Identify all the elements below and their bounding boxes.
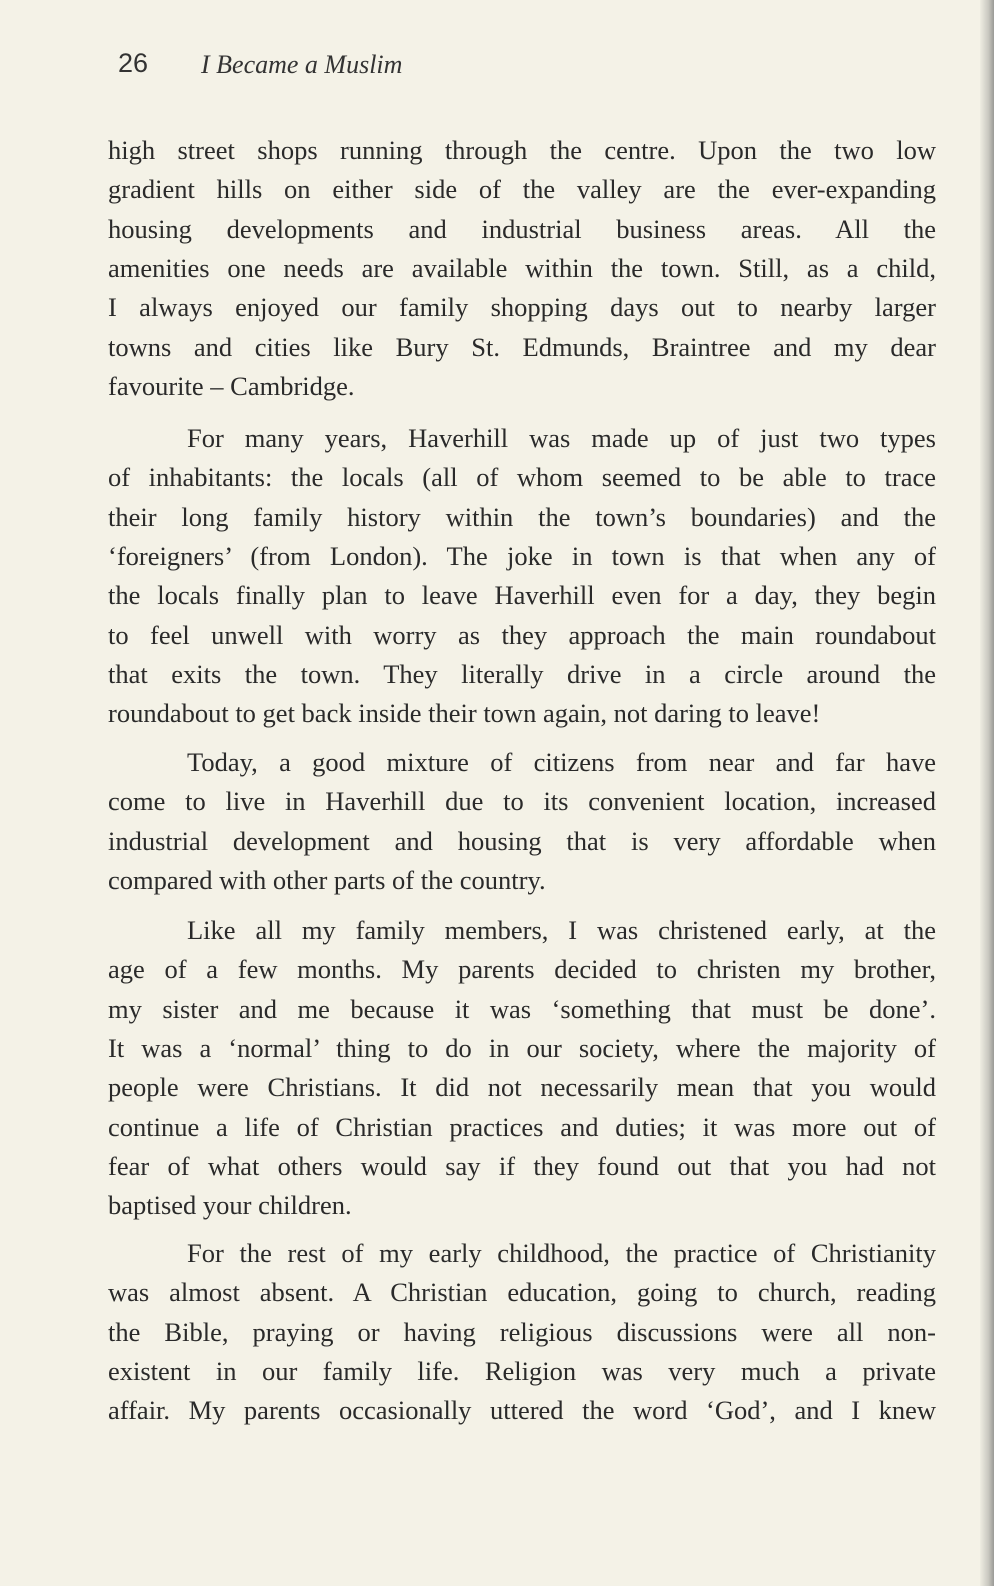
text-line: the Bible, praying or having religious discussions were all non- [108,1316,936,1347]
text-line: affair. My parents occasionally uttered the word ‘God’, and I knew [108,1395,936,1426]
text-line: towns and cities like Bury St. Edmunds, Braintree and my dear [108,331,936,362]
text-line: existent in our family life. Religion was very much a private [108,1355,936,1386]
text-line: my sister and me because it was ‘something that must be done’. [108,993,936,1024]
text-line: It was a ‘normal’ thing to do in our society, where the majority of [108,1032,936,1063]
text-line: housing developments and industrial business areas. All the [108,213,936,244]
text-line: was almost absent. A Christian education, going to church, reading [108,1277,936,1308]
text-line: I always enjoyed our family shopping days out to nearby larger [108,292,936,323]
text-line: gradient hills on either side of the valley are the ever-expanding [108,174,936,205]
text-line: their long family history within the town’s boundaries) and the [108,501,936,532]
text-line: compared with other parts of the country. [108,864,546,895]
text-line: Like all my family members, I was christened early, at the [187,915,936,945]
text-line: roundabout to get back inside their town again, not daring to leave! [108,698,821,729]
text-line: favourite – Cambridge. [108,370,355,401]
text-line: industrial development and housing that is very affordable when [108,825,936,856]
text-line: ‘foreigners’ (from London). The joke in town is that when any of [108,540,936,571]
text-line: continue a life of Christian practices and duties; it was more out of [108,1111,936,1142]
page-edge-shadow [980,0,994,1586]
text-line: that exits the town. They literally drive in a circle around the [108,658,936,689]
text-line: come to live in Haverhill due to its convenient location, increased [108,786,936,817]
text-line: people were Christians. It did not necessarily mean that you would [108,1072,936,1103]
text-line: fear of what others would say if they found out that you had not [108,1150,936,1181]
text-line: the locals finally plan to leave Haverhill even for a day, they begin [108,580,936,611]
text-line: baptised your children. [108,1190,352,1221]
text-line: For the rest of my early childhood, the practice of Christianity [187,1238,936,1268]
text-line: amenities one needs are available within the town. Still, as a child, [108,252,936,283]
text-line: Today, a good mixture of citizens from near and far have [187,747,936,777]
running-title: I Became a Muslim [201,50,403,79]
page-number: 26 [118,48,149,78]
text-line: age of a few months. My parents decided to christen my brother, [108,954,936,985]
text-line: For many years, Haverhill was made up of just two types [187,423,936,453]
text-line: to feel unwell with worry as they approach the main roundabout [108,619,936,650]
text-line: of inhabitants: the locals (all of whom seemed to be able to trace [108,462,936,493]
text-line: high street shops running through the centre. Upon the two low [108,135,936,165]
